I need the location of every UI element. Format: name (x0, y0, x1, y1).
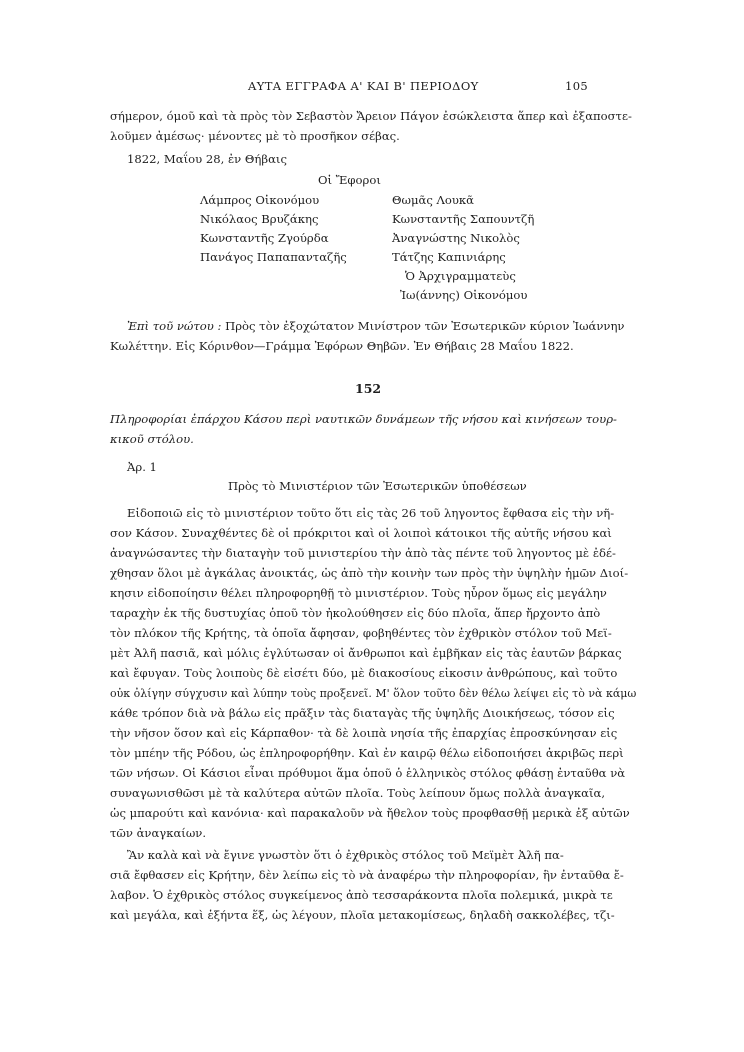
body-line-12: τὴν νῆσον ὅσον καὶ εἰς Κάρπαθον· τὰ δὲ λοιπὰ νησία τῆς ἐπαρχίας ἐπροσκύνησαν εἰς (110, 726, 618, 740)
body-line-5: κησιν εἰδοποίησιν θέλει πληροφορηθῇ τὸ μινιστέριον. Τοὺς ηὗρον ὅμως εἰς μεγάλην (110, 586, 607, 600)
body-line-1: Εἰδοποιῶ εἰς τὸ μινιστέριον τοῦτο ὅτι εἰς τὰς 26 τοῦ ληγοντος ἔφθασα εἰς τὴν νῆ- (127, 506, 615, 520)
body-line-2: σον Κάσον. Συναχθέντες δὲ οἱ πρόκριτοι καὶ οἱ λοιποὶ κάτοικοι τῆς αὐτῆς νήσου καὶ (110, 526, 612, 540)
document-reference: Ἀρ. 1 (127, 460, 157, 474)
body-line-3: ἀναγνώσαντες τὴν διαταγὴν τοῦ μινιστερίου τὴν ἀπὸ τὰς πέντε τοῦ ληγοντος μὲ ἐδέ- (110, 546, 616, 560)
body-line-18: Ἂν καλὰ καὶ νὰ ἔγινε γνωστὸν ὅτι ὁ ἐχθρικὸς στόλος τοῦ Μεϊμὲτ Ἀλῆ πα- (127, 848, 564, 862)
verso-line-2: Κωλέττην. Εἰς Κόρινθον—Γράμμα Ἐφόρων Θηβῶν. Ἐν Θήβαις 28 Μαΐου 1822. (110, 339, 574, 353)
body-line-15: συναγωνισθῶσι μὲ τὰ καλύτερα αὐτῶν πλοῖα. Τοὺς λείπουν ὅμως πολλὰ ἀναγκαῖα, (110, 786, 606, 800)
body-line-8: μὲτ Ἀλῆ πασιᾶ, καὶ μόλις ἐγλύτωσαν οἱ ἄνθρωποι καὶ ἐμβῆκαν εἰς τὰς ἑαυτῶν βάρκας (110, 646, 622, 660)
signature-right-2: Κωνσταντῆς Σαπουντζῆ (392, 212, 535, 226)
document-number: 152 (355, 381, 382, 396)
signature-right-4: Τάτζης Καπινιάρης (392, 250, 506, 264)
summary-line-1: Πληροφορίαι ἐπάρχου Κάσου περὶ ναυτικῶν δυνάμεων τῆς νήσου καὶ κινήσεων τουρ- (110, 412, 617, 426)
body-line-13: τὸν μπέην τῆς Ρόδου, ὡς ἐπληροφορήθην. Καὶ ἐν καιρῷ θέλω εἰδοποιήσει ἀκριβῶς περὶ (110, 746, 624, 760)
verso-text-1: Πρὸς τὸν ἐξοχώτατον Μινίστρον τῶν Ἐσωτερικῶν κύριον Ἰωάννην (225, 319, 625, 333)
page-number: 105 (565, 79, 589, 93)
body-line-7: τὸν πλόκον τῆς Κρήτης, τὰ ὁποῖα ἄφησαν, φοβηθέντες τὸν ἐχθρικὸν στόλον τοῦ Μεϊ- (110, 626, 612, 640)
addressee: Πρὸς τὸ Μινιστέριον τῶν Ἐσωτερικῶν ὑποθέσεων (228, 479, 527, 493)
body-line-19: σιᾶ ἔφθασεν εἰς Κρήτην, δὲν λείπω εἰς τὸ νὰ ἀναφέρω τὴν πληροφορίαν, ἣν ἐνταῦθα ἔ- (110, 868, 624, 882)
signature-right-3: Ἀναγνώστης Νικολὸς (392, 231, 520, 245)
body-line-21: καὶ μεγάλα, καὶ ἑξήντα ἕξ, ὡς λέγουν, πλοῖα μετακομίσεως, δηλαδὴ σακκολέβες, τζι- (110, 908, 615, 922)
signature-left-1: Λάμπρος Οἰκονόμου (200, 193, 320, 207)
body-line-14: τῶν νήσων. Οἱ Κάσιοι εἶναι πρόθυμοι ἅμα ὁποῦ ὁ ἑλληνικὸς στόλος φθάσῃ ἐνταῦθα νὰ (110, 766, 626, 780)
summary-line-2: κικοῦ στόλου. (110, 432, 194, 446)
body-line-11: κάθε τρόπον διὰ νὰ βάλω εἰς πρᾶξιν τὰς διαταγὰς τῆς ὑψηλῆς Διοικήσεως, τόσον εἰς (110, 706, 615, 720)
signatures-heading: Οἱ Ἔφοροι (318, 173, 381, 187)
body-line-20: λαβον. Ὁ ἐχθρικὸς στόλος συγκείμενος ἀπὸ τεσσαράκοντα πλοῖα πολεμικά, μικρὰ τε (110, 888, 613, 902)
signature-left-4: Πανάγος Παπαπανταζῆς (200, 250, 347, 264)
signature-left-2: Νικόλαος Βρυζάκης (200, 212, 319, 226)
body-line-6: ταραχὴν ἐκ τῆς δυστυχίας ὁποῦ τὸν ἠκολούθησεν εἰς δύο πλοῖα, ἅπερ ἤρχοντο ἀπὸ (110, 606, 601, 620)
date-place: 1822, Μαΐου 28, ἐν Θήβαις (127, 152, 287, 166)
body-line-16: ὡς μπαρούτι καὶ κανόνια· καὶ παρακαλοῦν νὰ ἤθελον τοὺς προφθασθῇ μερικὰ ἐξ αὐτῶν (110, 806, 630, 820)
verso-label: Ἐπὶ τοῦ νώτου : (127, 319, 222, 333)
secretary-title: Ὁ Ἀρχιγραμματεὺς (405, 269, 516, 283)
closing-line-1: σήμερον, όμοῦ καὶ τὰ πρὸς τὸν Σεβαστὸν Ἄρειον Πάγον ἐσώκλειστα ἅπερ καὶ ἐξαποστε- (110, 109, 632, 123)
verso-line-1 (127, 317, 624, 335)
body-line-17: τῶν ἀναγκαίων. (110, 826, 207, 840)
signature-right-1: Θωμᾶς Λουκᾶ (392, 193, 474, 207)
signature-left-3: Κωνσταντῆς Ζγούρδα (200, 231, 329, 245)
body-line-9: καὶ ἔφυγαν. Τοὺς λοιποὺς δὲ εἰσέτι δύο, μὲ διακοσίους εἰκοσιν ἀνθρώπους, καὶ τοῦτο (110, 666, 618, 680)
secretary-name: Ἰω(άννης) Οἰκονόμου (400, 288, 528, 302)
closing-line-2: λοῦμεν ἀμέσως· μένοντες μὲ τὸ προσῆκον σέβας. (110, 129, 400, 143)
body-line-10: οὐκ ὀλίγην σύγχυσιν καὶ λύπην τοὺς προξενεῖ. Μ' ὅλον τοῦτο δὲν θέλω λείψει εἰς τὸ νὰ κάμω (110, 686, 637, 700)
body-line-4: χθησαν ὅλοι μὲ ἀγκάλας ἀνοικτάς, ὡς ἀπὸ τὴν κοινὴν των πρὸς τὴν ὑψηλὴν ἡμῶν Διοί- (110, 566, 629, 580)
running-header-title: ΑΥΤΑ ΕΓΓΡΑΦΑ Α' ΚΑΙ Β' ΠΕΡΙΟΔΟΥ (248, 79, 479, 93)
